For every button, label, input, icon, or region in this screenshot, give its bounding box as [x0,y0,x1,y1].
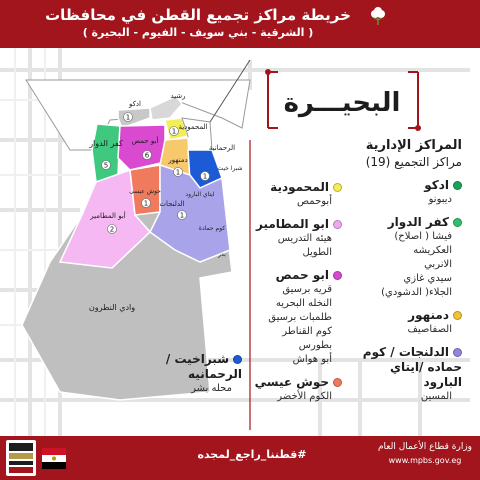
legend-dot-icon [233,355,242,364]
map-label-abu-hommos: أبو حمص [131,137,159,145]
map-label-edku: ادكو [128,100,142,108]
map-label-rahmaniya: الرحمانية [208,144,236,152]
district-abu-hommos [118,125,165,170]
ministry-logo-icon [6,440,36,476]
map-label-shubrakhit: شبرا خيت [217,165,243,172]
legend-item: محله بشر [191,383,232,394]
header-banner [0,0,480,48]
legend-group-name: الدلنجات / كوم حماده /ايتاي البارود [362,345,462,389]
legend-dot-icon [333,378,342,387]
legend-heading [262,138,462,170]
legend-item: الصفاصيف [407,324,452,335]
legend-item: سيدي غازي [403,273,452,284]
legend-item: الطويل [302,247,332,258]
governorate-title: البحيـــرة [283,88,401,118]
legend-dot-icon [333,271,342,280]
legend-group-delengat [354,345,462,404]
count-itay-elbaroud: 1 [179,211,185,220]
map-label-badr: بدر [218,251,226,258]
count-edku: 1 [125,113,131,122]
legend-item: أبوحمص [297,196,332,207]
legend-group-abu-hommos [234,268,342,367]
legend-dot-icon [453,348,462,357]
legend-item: طلمبات برسيق [268,312,332,323]
map-label-abu-elmatamir: أبو المطامير [90,212,126,220]
legend-subtitle: مراكز التجميع (19) [365,155,462,169]
count-abu-hommos: 6 [144,151,150,160]
page-title: خريطة مراكز تجميع القطن في محافظات [45,6,351,24]
legend-item: كوم القناطر [282,326,332,337]
legend-item: فيشا ( اصلاح) [394,231,452,242]
legend-dot-icon [453,311,462,320]
legend-group-abu-elmatamir [234,217,342,260]
legend-title: المراكز الإدارية [365,138,462,153]
footer-banner [0,436,480,480]
egypt-flag-icon [40,444,68,472]
legend-item: أبو هواش [292,354,332,365]
legend-group-name: ابو حمص [275,268,329,282]
legend-item: الجلاء( الدشودي) [381,287,452,298]
count-kafr-eldawar: 5 [103,161,109,170]
legend-item: العكريشه [413,245,452,256]
legend-group-hosh-eissa [234,375,342,404]
legend-group-name: ابو المطامير [256,217,329,231]
map-label-rashid: رشيد [170,92,186,100]
cotton-icon [368,6,388,26]
legend-dot-icon [333,220,342,229]
legend-group-name: دمنهور [408,308,449,322]
page-subtitle: ( الشرقية - بني سويف - الفيوم - البحيرة ) [82,26,314,39]
count-abu-elmatamir: 2 [109,225,115,234]
count-mahmoudia: 1 [171,127,177,136]
legend-group-name: كفر الدوار [387,215,449,229]
map-label-mahmoudia: المحمودية [178,123,208,131]
map-label-wadi-natrun: وادي النطرون [88,303,136,312]
legend-column-right [354,178,462,412]
legend-group-name: شبراخيت /الرحمانيه [165,352,242,381]
map-label-kom-hamada: كوم حمادة [198,225,226,232]
map-label-damanhour: دمنهور [168,156,188,164]
legend-dot-icon [333,183,342,192]
legend-item: الانربي [424,259,452,270]
legend-group-shubrakhit [152,352,242,396]
legend-group-kafr-eldawar [354,215,462,300]
legend-item: قريه برسيق [282,284,332,295]
legend-group-name: ادكو [424,178,449,192]
map-label-delengat: الدلنجات [159,200,185,208]
legend-item: هيئه التدريس [277,233,332,244]
legend-item: الكوم الأخضر [277,391,332,402]
count-damanhour: 1 [175,168,181,177]
legend-dot-icon [453,218,462,227]
map-label-hosh-eissa: حوش عيسى [129,188,161,195]
count-hosh-eissa: 1 [143,199,149,208]
ministry-url: www.mpbs.gov.eg [388,456,462,465]
district-kafr-eldawar [92,124,120,182]
legend-item: بطورس [298,340,332,351]
legend-column-left [152,352,242,404]
legend-dot-icon [453,181,462,190]
count-shubrakhit: 1 [202,172,208,181]
legend-group-name: المحمودية [270,180,329,194]
legend-group-damanhour [354,308,462,337]
legend-item: ديبونو [428,194,452,205]
legend-group-name: حوش عيسي [254,375,329,389]
campaign-hashtag: #قطننا_راجع_لمجده [197,448,307,461]
map-label-itay-elbaroud: ايتاي البارود [185,191,215,198]
legend-item: النخله البحريه [275,298,332,309]
legend-group-mahmoudia [234,180,342,209]
legend-item: المسين [420,391,452,402]
legend-group-edku [354,178,462,207]
ministry-name: وزارة قطاع الأعمال العام [377,442,473,452]
map-label-kafr-eldawar: كفر الدوار [89,139,123,148]
legend-column-middle [234,180,342,412]
